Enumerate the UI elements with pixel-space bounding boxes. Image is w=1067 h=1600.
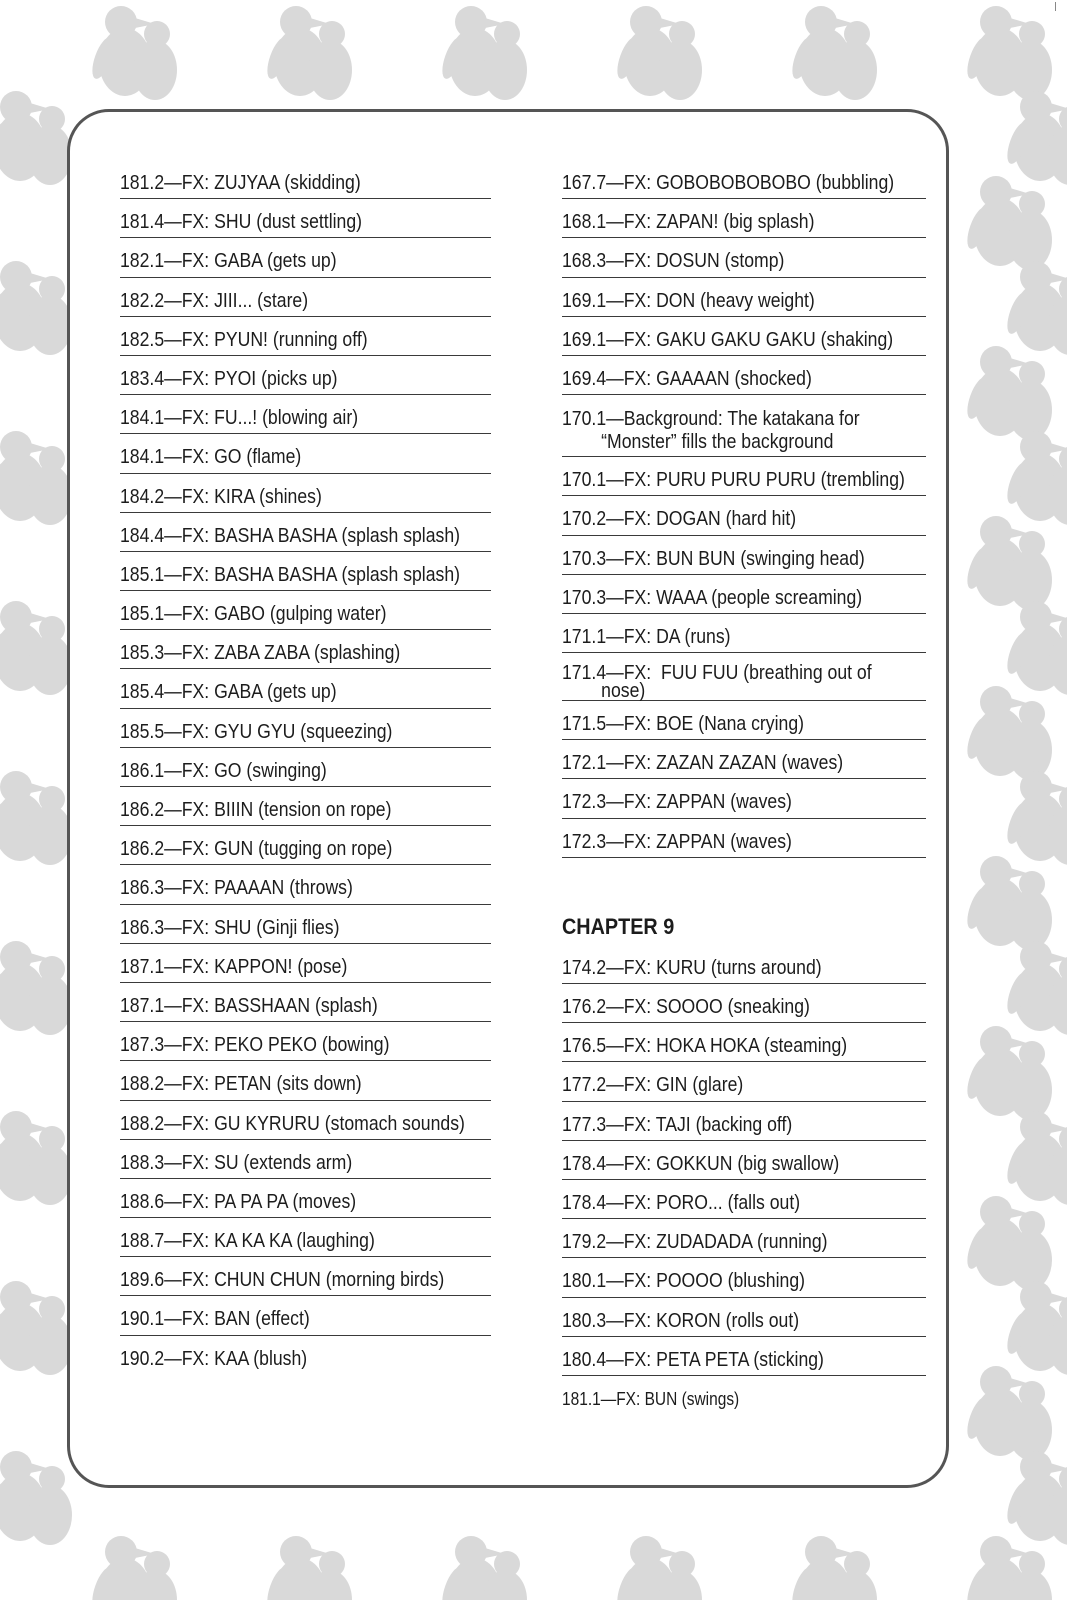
fx-entry-text: 185.3—FX: ZABA ZABA (splashing): [120, 641, 401, 665]
fx-entry: [562, 317, 926, 356]
fx-entry: [562, 1337, 926, 1376]
fx-entry: [562, 1219, 926, 1258]
fx-entry-text: 181.2—FX: ZUJYAA (skidding): [120, 171, 361, 194]
fx-entry: [120, 748, 491, 787]
fx-entry: [120, 983, 491, 1022]
fx-entry-text: 188.2—FX: GU KYRURU (stomach sounds): [120, 1111, 465, 1135]
fx-entry: [562, 1023, 926, 1062]
fx-entry: [120, 434, 491, 473]
chapter-spacer: [562, 858, 926, 898]
fx-entry: [120, 1336, 491, 1375]
fx-entry-text: 171.5—FX: BOE (Nana crying): [562, 712, 805, 736]
background-note-text: 170.1—Background: The katakana for “Monster” fills the background: [562, 407, 860, 454]
fx-entry-text: 183.4—FX: PYOI (picks up): [120, 366, 338, 390]
fx-entry: [562, 1258, 926, 1297]
fx-entry-text: 167.7—FX: GOBOBOBOBOBO (bubbling): [562, 171, 895, 194]
fx-entry-text: 186.1—FX: GO (swinging): [120, 758, 327, 782]
fx-entry-text: 189.6—FX: CHUN CHUN (morning birds): [120, 1268, 445, 1292]
last-entry: [562, 1376, 926, 1415]
fx-entry-text: 178.4—FX: PORO... (falls out): [562, 1190, 801, 1214]
fx-entry: [120, 630, 491, 669]
fx-entry: [562, 740, 926, 779]
fx-entry: [120, 513, 491, 552]
fx-entry: [562, 536, 926, 575]
fx-entry-text: 188.6—FX: PA PA PA (moves): [120, 1189, 357, 1213]
fx-entry-text: 180.4—FX: PETA PETA (sticking): [562, 1347, 824, 1371]
fx-entry: [562, 496, 926, 535]
fx-entry: [562, 779, 926, 818]
fx-entry: [562, 1062, 926, 1101]
fx-entry: [562, 278, 926, 317]
fx-entry-text: 186.3—FX: SHU (Ginji flies): [120, 915, 340, 939]
fx-entry: [120, 944, 491, 983]
fx-entry: [562, 1102, 926, 1141]
fx-entry-text: 168.3—FX: DOSUN (stomp): [562, 249, 785, 273]
fx-entry-text: 188.7—FX: KA KA KA (laughing): [120, 1229, 375, 1253]
fx-entry-text: 178.4—FX: GOKKUN (big swallow): [562, 1151, 840, 1175]
fx-entry: [120, 552, 491, 591]
fx-entry: [562, 819, 926, 858]
fx-entry-text: 186.2—FX: BIIIN (tension on rope): [120, 798, 392, 821]
fx-entry-text: 170.3—FX: WAAA (people screaming): [562, 585, 863, 609]
fx-entry: [562, 457, 926, 496]
fx-entry: [120, 474, 491, 513]
fx-entry: [120, 669, 491, 708]
fx-entry: [120, 1101, 491, 1140]
fx-entry-text: 185.5—FX: GYU GYU (squeezing): [120, 719, 393, 743]
fx-entry-text: 186.2—FX: GUN (tugging on rope): [120, 837, 393, 861]
fx-entry-text: 172.1—FX: ZAZAN ZAZAN (waves): [562, 751, 844, 775]
right-column: [562, 160, 926, 1415]
fx-entry: [562, 984, 926, 1023]
fx-entry: [120, 1296, 491, 1335]
chapter-heading-text: CHAPTER 9: [562, 913, 675, 939]
left-column: [120, 160, 491, 1375]
fx-entry-text: 169.1—FX: GAKU GAKU GAKU (shaking): [562, 327, 894, 351]
fx-entry-text: 187.3—FX: PEKO PEKO (bowing): [120, 1033, 390, 1057]
fx-entry: [120, 356, 491, 395]
fx-entry-text: 174.2—FX: KURU (turns around): [562, 955, 822, 979]
fx-entry: [120, 199, 491, 238]
fx-entry-text: 180.1—FX: POOOO (blushing): [562, 1269, 806, 1293]
fx-entry: [120, 591, 491, 630]
fx-entry: [120, 905, 491, 944]
fx-entry-text: 171.1—FX: DA (runs): [562, 624, 731, 648]
fx-entry: [120, 317, 491, 356]
fx-entry-text: 170.2—FX: DOGAN (hard hit): [562, 507, 797, 531]
chapter-heading: [562, 898, 926, 945]
fx-entry-text: 190.2—FX: KAA (blush): [120, 1346, 308, 1370]
fx-entry: [120, 1140, 491, 1179]
fx-entry-text: 182.2—FX: JIII... (stare): [120, 288, 309, 312]
fx-entry-text: 170.3—FX: BUN BUN (swinging head): [562, 546, 865, 570]
fx-entry: [120, 1257, 491, 1296]
fx-entry-text: 188.2—FX: PETAN (sits down): [120, 1072, 362, 1096]
last-entry-text: 181.1—FX: BUN (swings): [562, 1388, 740, 1409]
fx-entry: [120, 278, 491, 317]
fx-entry-text: 176.2—FX: SOOOO (sneaking): [562, 995, 810, 1018]
fx-entry: [562, 1298, 926, 1337]
fx-entry-text: 190.1—FX: BAN (effect): [120, 1307, 310, 1331]
fx-entry-text: 185.1—FX: BASHA BASHA (splash splash): [120, 562, 461, 586]
fx-entry-text: 185.4—FX: GABA (gets up): [120, 680, 337, 704]
fx-entry-text: 176.5—FX: HOKA HOKA (steaming): [562, 1034, 848, 1058]
fx-entry: [562, 238, 926, 277]
fx-entry: [562, 701, 926, 740]
fx-entry-text: 169.1—FX: DON (heavy weight): [562, 288, 815, 312]
fx-entry: [120, 395, 491, 434]
fx-entry: [120, 238, 491, 277]
fx-entry: [562, 199, 926, 238]
page-edge-mark: [1055, 2, 1056, 11]
fx-entry-text: 185.1—FX: GABO (gulping water): [120, 602, 387, 626]
fx-entry: [120, 787, 491, 826]
fx-entry-text: 179.2—FX: ZUDADADA (running): [562, 1230, 828, 1254]
fx-entry: [120, 1061, 491, 1100]
fx-entry: [562, 575, 926, 614]
fx-entry-text: 188.3—FX: SU (extends arm): [120, 1150, 353, 1174]
fx-entry-text: 182.1—FX: GABA (gets up): [120, 249, 337, 273]
fx-entry-text: 187.1—FX: BASSHAAN (splash): [120, 993, 378, 1017]
fx-entry-text: 186.3—FX: PAAAAN (throws): [120, 876, 353, 900]
fx-entry: [120, 709, 491, 748]
fx-entry: [120, 865, 491, 904]
fx-entry: [120, 1179, 491, 1218]
fx-entry-text: 170.1—FX: PURU PURU PURU (trembling): [562, 468, 905, 492]
breathing-note-entry: [562, 653, 926, 701]
fx-entry: [120, 1218, 491, 1257]
fx-entry: [120, 160, 491, 199]
fx-entry: [562, 1180, 926, 1219]
fx-entry-text: 172.3—FX: ZAPPAN (waves): [562, 790, 792, 814]
fx-entry-text: 169.4—FX: GAAAAN (shocked): [562, 366, 812, 390]
fx-entry-text: 187.1—FX: KAPPON! (pose): [120, 954, 348, 978]
fx-entry-text: 184.1—FX: FU...! (blowing air): [120, 406, 359, 430]
fx-entry: [562, 356, 926, 395]
fx-entry: [562, 945, 926, 984]
background-note-entry: [562, 395, 926, 457]
fx-entry: [562, 1141, 926, 1180]
fx-entry: [562, 614, 926, 653]
fx-entry-text: 181.4—FX: SHU (dust settling): [120, 210, 363, 234]
breathing-note-text: 171.4—FX: FUU FUU (breathing out of nose): [562, 661, 872, 703]
fx-entry: [120, 1022, 491, 1061]
fx-entry-text: 172.3—FX: ZAPPAN (waves): [562, 829, 792, 853]
fx-entry-text: 184.1—FX: GO (flame): [120, 445, 302, 469]
fx-entry: [562, 160, 926, 199]
fx-entry-text: 184.2—FX: KIRA (shines): [120, 484, 322, 508]
fx-entry-text: 180.3—FX: KORON (rolls out): [562, 1308, 800, 1332]
fx-entry-text: 182.5—FX: PYUN! (running off): [120, 327, 368, 351]
fx-entry: [120, 826, 491, 865]
fx-entry-text: 177.2—FX: GIN (glare): [562, 1073, 744, 1097]
fx-entry-text: 184.4—FX: BASHA BASHA (splash splash): [120, 523, 461, 547]
fx-entry-text: 168.1—FX: ZAPAN! (big splash): [562, 210, 815, 234]
fx-entry-text: 177.3—FX: TAJI (backing off): [562, 1112, 793, 1136]
